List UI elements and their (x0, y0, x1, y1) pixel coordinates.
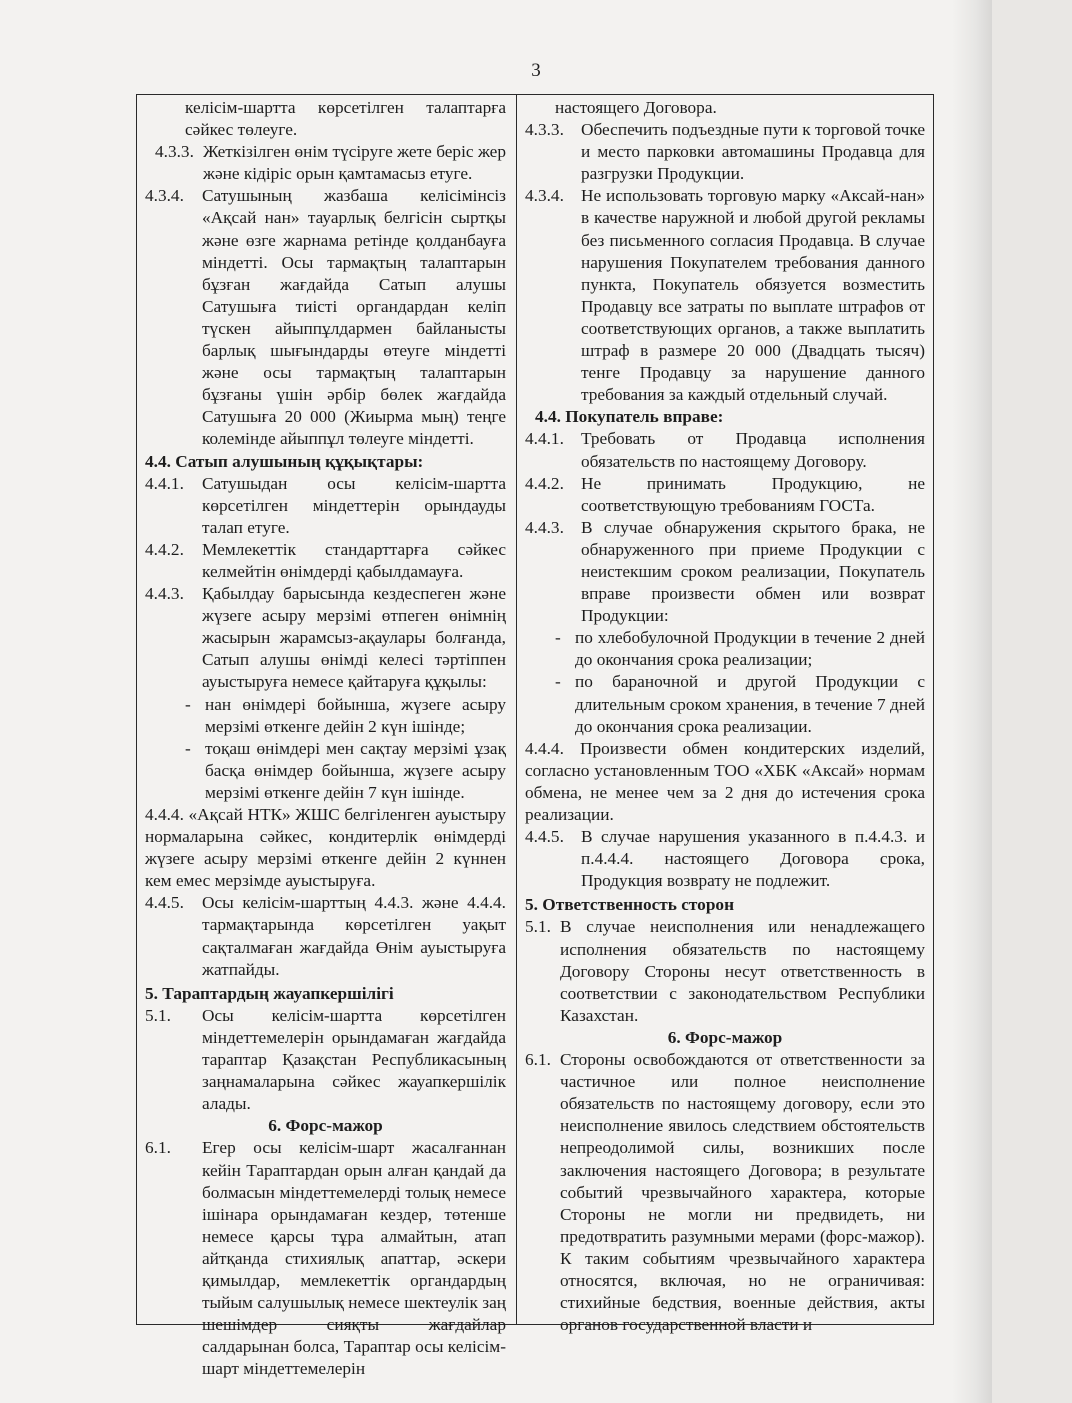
clause-number: 4.4.2. (525, 473, 564, 493)
clause-4-4-3-bullet (525, 627, 925, 671)
clause-4-4-3 (525, 517, 925, 627)
clause-text: Требовать от Продавца исполнения обязательств по настоящему Договору. (581, 429, 925, 471)
clause-text: В случае обнаружения скрытого брака, не обнаруженного при приеме Продукции с неистекшим сроком реализации, Покупатель вправе произвести обмен или возврат Продукции: (581, 517, 925, 626)
clause-number: 4.4.5. (145, 893, 184, 913)
bullet-dash: - (185, 738, 191, 758)
section-heading-5: 5. Тараптардың жауапкершілігі (145, 983, 394, 1003)
clause-text: Осы келісім-шартта көрсетілген міндеттемелерін орындамаған жағдайда тараптар Қазақстан Республикасының заңнамаларына сәйкес жауапкершілік алады. (202, 1005, 506, 1114)
clause-4-4-5 (525, 826, 925, 892)
bullet-dash: - (555, 672, 561, 692)
bullet-dash: - (555, 628, 561, 648)
page-number: 3 (531, 60, 541, 81)
clause-4-4-1 (525, 428, 925, 472)
clause-text: Осы келісім-шарттың 4.4.3. және 4.4.4. тармақтарында көрсетілген уақыт сақталмаған жағдайда Өнім ауыстыруға жатпайды. (202, 893, 506, 979)
clause-text: Сатушыдан осы келісім-шартта көрсетілген міндеттерін орындауды талап етуге. (202, 473, 506, 537)
section-heading-4-4: 4.4. Сатып алушының құқықтары: (145, 451, 424, 471)
clause-number: 4.3.4. (145, 186, 184, 206)
clause-4-4-3-bullet (145, 694, 506, 738)
bullet-text: тоқаш өнімдері мен сақтау мерзімі ұзақ басқа өнімдер бойынша, жүзеге асыру мерзімі өткенге дейін 7 күн ішінде. (205, 738, 506, 802)
kazakh-column (137, 95, 517, 1379)
bullet-text: нан өнімдері бойынша, жүзеге асыру мерзімі өткенге дейін 2 күн ішінде; (205, 694, 506, 736)
clause-number: 4.4.2. (145, 539, 184, 559)
clause-4-4-2 (145, 539, 506, 583)
clause-text: Обеспечить подъездные пути к торговой точке и место парковки автомашины Продавца для разгрузки Продукции. (581, 120, 925, 184)
clause-text: Жеткізілген өнім түсіруге жете беріс жер және кідіріс орын қамтамасыз етуге. (203, 142, 506, 184)
clause-4-4-1 (145, 473, 506, 539)
clause-number: 4.4.1. (145, 473, 184, 493)
clause-5-1 (525, 916, 925, 1026)
clause-6-1 (525, 1049, 925, 1336)
clause-number: 4.4.3. (525, 517, 564, 537)
bullet-text: по бараночной и другой Продукции с длительным сроком хранения, в течение 7 дней до окончания срока реализации. (575, 672, 925, 736)
section-heading-4-4: 4.4. Покупатель вправе: (535, 407, 724, 427)
scan-edge-shadow (952, 0, 992, 1403)
clause-text: Мемлекеттік стандарттарға сәйкес келмейтін өнімдерді қабылдамауға. (202, 539, 506, 581)
clause-4-4-2 (525, 473, 925, 517)
clause-number: 6.1. (525, 1050, 551, 1070)
clause-4-4-3-bullet (525, 671, 925, 737)
clause-4-4-4: 4.4.4. «Ақсай НТК» ЖШС белгіленген ауыстыру нормаларына сәйкес, кондитерлік өнімдерді жүзеге асыру мерзімі өткенге дейін 2 күннен кем емес мерзімде ауыстыруға. (145, 805, 506, 891)
clause-number: 6.1. (145, 1138, 171, 1158)
clause-number: 4.4.3. (145, 584, 184, 604)
clause-continuation (525, 97, 925, 119)
clause-4-4-3-bullet (145, 738, 506, 804)
clause-4-3-3 (525, 119, 925, 185)
russian-column (517, 95, 933, 1335)
section-heading-6: 6. Форс-мажор (667, 1027, 783, 1047)
clause-number: 4.4.1. (525, 429, 564, 449)
clause-text: келісім-шартта көрсетілген талаптарға сәйкес төлеуге. (185, 98, 506, 140)
section-heading-6: 6. Форс-мажор (268, 1116, 383, 1136)
clause-text: Қабылдау барысында кездеспеген және жүзеге асыру мерзімі өтпеген өнімнің жасырын жарамсыз-ақаулары болғанда, Сатып алушы өнімді келесі тәртіппен ауыстыруға немесе қайтаруға құқылы: (202, 584, 506, 692)
clause-number: 4.3.3. (155, 142, 194, 162)
clause-4-4-3 (145, 583, 506, 693)
clause-number: 5.1. (145, 1005, 171, 1025)
clause-number: 5.1. (525, 917, 551, 937)
clause-text: В случае неисполнения или ненадлежащего исполнения обязательств по настоящему Договору Стороны несут ответственность в соответствии с законодательством Республики Казахстан. (560, 917, 925, 1025)
clause-4-4-5 (145, 892, 506, 980)
clause-text: Сатушының жазбаша келісімінсіз «Ақсай нан» тауарлық белгісін сыртқы және өзге жарнама ретінде қолданбауға міндетті. Осы тармақтың талаптарын бұзған жағдайда Сатып алушы Сатушыға тиісті органдардан келіп түскен айыппұлдармен байланысты барлық шығындарды өтеуге міндетті және осы тармақтың талаптарын бұзғаны үшін әрбір бөлек жағдайда Сатушыға 20 000 (Жиырма мың) теңге колемінде айыппұл төлеуге міндетті. (202, 186, 506, 449)
clause-number: 4.4.5. (525, 827, 564, 847)
clause-text: настоящего Договора. (555, 98, 717, 117)
clause-text: Егер осы келісім-шарт жасалғаннан кейін Тараптардан орын алған қандай да болмасын міндеттемелерді толық немесе ішінара орындамаған кездер, төтенше немесе қарсы тұра алмайтын, атап айтқанда стихиялық апаттар, әскери қимылдар, мемлекеттік органдардың тыйым салушылық немесе шектеулік заң шешімдер сияқты жағдайлар салдарынан болса, Тараптар осы келісім-шарт міндеттемелерін (202, 1138, 506, 1379)
section-heading-5: 5. Ответственность сторон (525, 895, 735, 915)
clause-4-4-4: 4.4.4. Произвести обмен кондитерских изделий, согласно установленным ТОО «ХБК «Аксай» нормам обмена, не менее чем за 2 дня до истечения срока реализации. (525, 738, 925, 824)
clause-continuation (145, 97, 506, 141)
clause-4-3-4 (525, 185, 925, 406)
bullet-text: по хлебобулочной Продукции в течение 2 дней до окончания срока реализации; (575, 628, 925, 670)
bilingual-contract-table (136, 94, 934, 1379)
clause-text: Стороны освобождаются от ответственности за частичное или полное неисполнение обязательств по настоящему договору, если это неисполнение явилось следствием обстоятельств непреодолимой силы, возникших после заключения настоящего Договора; в результате событий чрезвычайного характера, которые Стороны не могли ни предвидеть, ни предотвратить разумными мерами (форс-мажор). К таким событиям чрезвычайного характера относятся, включая, но не ограничивая: стихийные бедствия, военные действия, акты органов государственной власти и (560, 1050, 925, 1335)
clause-number: 4.3.4. (525, 186, 564, 206)
clause-6-1 (145, 1137, 506, 1380)
bullet-dash: - (185, 694, 191, 714)
clause-text: В случае нарушения указанного в п.4.4.3. и п.4.4.4. настоящего Договора срока, Продукция возврату не подлежит. (581, 827, 925, 891)
clause-4-3-4 (145, 185, 506, 450)
clause-4-3-3 (145, 141, 506, 185)
clause-number: 4.3.3. (525, 120, 564, 140)
clause-5-1 (145, 1005, 506, 1115)
clause-text: Не использовать торговую марку «Аксай-нан» в качестве наружной и любой другой рекламы без письменного согласия Продавца. В случае нарушения Покупателем требования данного пункта, Покупатель обязуется возместить Продавцу все затраты по выплате штрафов от соответствующих органов, а также выплатить штраф в размере 20 000 (Двадцать тысяч) тенге Продавцу за нарушение данного требования за каждый отдельный случай. (581, 186, 925, 405)
clause-text: Не принимать Продукцию, не соответствующую требованиям ГОСТа. (581, 473, 925, 515)
